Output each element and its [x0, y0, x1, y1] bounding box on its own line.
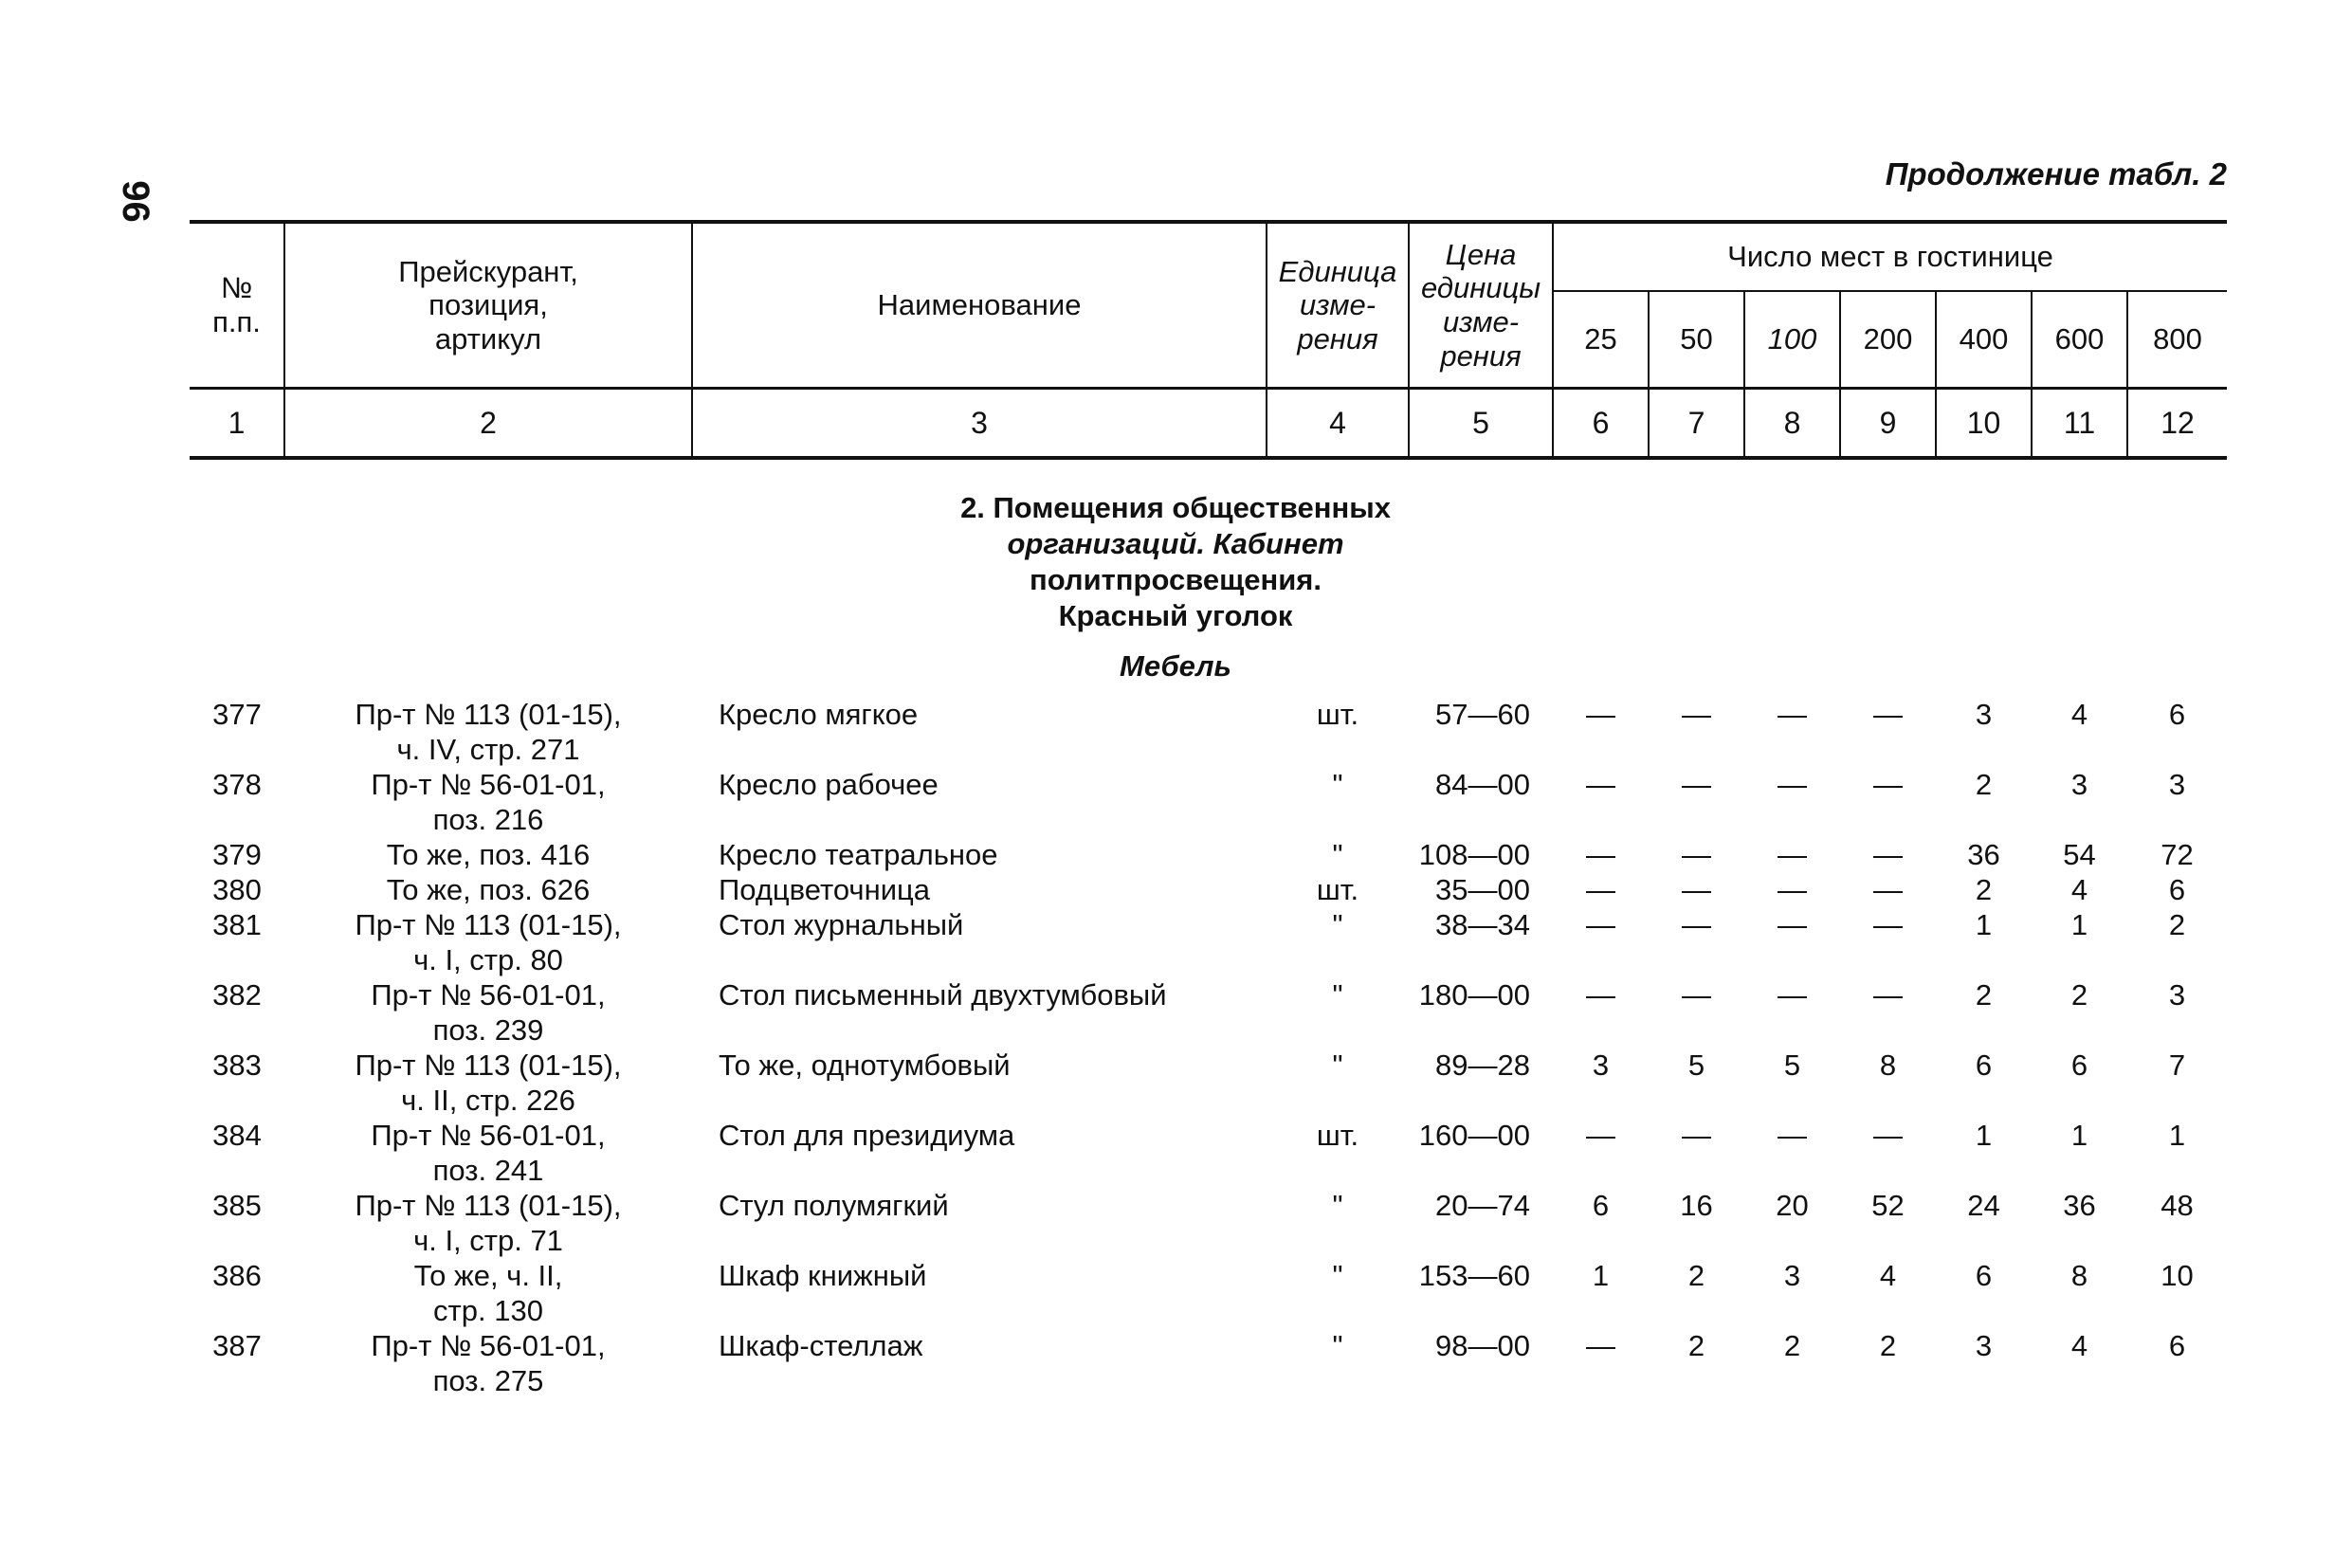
row-qty-50: —	[1682, 838, 1711, 871]
row-price: 98—00	[1435, 1329, 1530, 1362]
row-num: 383	[212, 1048, 262, 1082]
row-qty-800: 48	[2161, 1189, 2194, 1222]
row-qty-25: —	[1586, 1119, 1615, 1152]
row-qty-600: 6	[2070, 1048, 2088, 1082]
table-row	[190, 697, 2227, 767]
row-qty-200: —	[1873, 908, 1903, 941]
row-qty-200: —	[1873, 768, 1903, 801]
row-price: 84—00	[1435, 768, 1530, 801]
row-qty-50: —	[1682, 698, 1711, 731]
header-col-unit: Единица изме- рения	[1267, 222, 1409, 389]
row-qty-100: —	[1778, 838, 1807, 871]
row-price: 38—34	[1435, 908, 1530, 941]
row-qty-200: —	[1873, 873, 1903, 906]
row-qty-100: 3	[1783, 1259, 1801, 1292]
row-unit: шт.	[1316, 873, 1359, 906]
row-name: Шкаф книжный	[719, 1259, 927, 1292]
column-number: 4	[1267, 389, 1409, 459]
row-qty-100: 2	[1783, 1329, 1801, 1362]
row-name: Кресло рабочее	[719, 768, 939, 801]
row-qty-800: 1	[2168, 1119, 2186, 1152]
column-number: 10	[1936, 389, 2032, 459]
row-unit: "	[1332, 1048, 1343, 1082]
header-col-num: № п.п.	[190, 222, 284, 389]
table-row	[190, 767, 2227, 837]
row-qty-600: 2	[2070, 978, 2088, 1012]
row-name: Шкаф-стеллаж	[719, 1329, 923, 1362]
row-num: 386	[212, 1259, 262, 1292]
column-number: 1	[190, 389, 284, 459]
row-num: 380	[212, 873, 262, 906]
row-price: 153—60	[1418, 1259, 1530, 1292]
row-price-list-ref: Пр-т № 113 (01-15), ч. I, стр. 80	[355, 908, 622, 976]
row-qty-400: 3	[1975, 1329, 1993, 1362]
row-num: 378	[212, 768, 262, 801]
row-qty-100: —	[1778, 698, 1807, 731]
row-qty-400: 1	[1975, 908, 1993, 941]
table-row	[190, 1328, 2227, 1398]
row-num: 384	[212, 1119, 262, 1152]
row-qty-100: 5	[1783, 1048, 1801, 1082]
table-row	[190, 1048, 2227, 1118]
row-qty-50: 5	[1687, 1048, 1705, 1082]
section-title	[853, 490, 1498, 634]
row-num: 387	[212, 1329, 262, 1362]
row-num: 377	[212, 698, 262, 731]
row-qty-600: 36	[2063, 1189, 2096, 1222]
row-qty-200: 2	[1879, 1329, 1897, 1362]
row-qty-100: —	[1778, 873, 1807, 906]
row-qty-600: 1	[2070, 1119, 2088, 1152]
row-unit: "	[1332, 1329, 1343, 1362]
row-qty-25: —	[1586, 873, 1615, 906]
column-number: 2	[284, 389, 692, 459]
row-qty-50: —	[1682, 908, 1711, 941]
row-qty-400: 6	[1975, 1048, 1993, 1082]
row-unit: "	[1332, 908, 1343, 941]
row-qty-600: 4	[2070, 1329, 2088, 1362]
row-qty-800: 3	[2168, 768, 2186, 801]
header-seats-800: 800	[2127, 291, 2227, 389]
table-header-block	[190, 220, 2227, 683]
column-number: 5	[1409, 389, 1553, 459]
row-qty-600: 54	[2063, 838, 2096, 871]
row-price-list-ref: Пр-т № 113 (01-15), ч. II, стр. 226	[355, 1048, 622, 1117]
row-unit: шт.	[1316, 698, 1359, 731]
header-col-price-list: Прейскурант, позиция, артикул	[284, 222, 692, 389]
row-qty-100: —	[1778, 908, 1807, 941]
row-unit: "	[1332, 978, 1343, 1012]
row-price-list-ref: Пр-т № 113 (01-15), ч. I, стр. 71	[355, 1189, 622, 1257]
row-qty-200: —	[1873, 698, 1903, 731]
row-qty-100: —	[1778, 978, 1807, 1012]
row-qty-800: 7	[2168, 1048, 2186, 1082]
row-qty-400: 2	[1975, 978, 1993, 1012]
column-number: 9	[1840, 389, 1936, 459]
row-price: 89—28	[1435, 1048, 1530, 1082]
row-unit: "	[1332, 768, 1343, 801]
row-qty-100: 20	[1776, 1189, 1809, 1222]
row-qty-50: 2	[1687, 1259, 1705, 1292]
column-number: 3	[692, 389, 1267, 459]
column-number: 11	[2032, 389, 2127, 459]
row-qty-25: —	[1586, 978, 1615, 1012]
row-name: То же, однотумбовый	[719, 1048, 1011, 1082]
continuation-label: Продолжение табл. 2	[1885, 156, 2227, 191]
subsection-title: Мебель	[1120, 649, 1231, 683]
table-row	[190, 872, 2227, 907]
row-qty-25: —	[1586, 768, 1615, 801]
row-price-list-ref: Пр-т № 56-01-01, поз. 216	[371, 768, 606, 836]
row-name: Стол для президиума	[719, 1119, 1015, 1152]
row-num: 382	[212, 978, 262, 1012]
row-qty-400: 36	[1967, 838, 2000, 871]
row-qty-800: 3	[2168, 978, 2186, 1012]
section-title-line: политпросвещения.	[1029, 563, 1322, 596]
section-title-line: Красный уголок	[1058, 599, 1293, 632]
row-qty-50: 16	[1680, 1189, 1713, 1222]
row-price-list-ref: То же, ч. II, стр. 130	[413, 1259, 563, 1327]
row-qty-800: 72	[2161, 838, 2194, 871]
row-qty-800: 6	[2168, 698, 2186, 731]
page-number: 96	[114, 180, 156, 223]
row-qty-800: 10	[2161, 1259, 2194, 1292]
row-qty-200: 8	[1879, 1048, 1897, 1082]
row-price-list-ref: Пр-т № 113 (01-15), ч. IV, стр. 271	[355, 698, 622, 766]
table-row	[190, 1188, 2227, 1258]
row-price-list-ref: Пр-т № 56-01-01, поз. 241	[371, 1119, 606, 1187]
row-qty-50: 2	[1687, 1329, 1705, 1362]
row-qty-400: 24	[1967, 1189, 2000, 1222]
row-num: 381	[212, 908, 262, 941]
column-number: 12	[2127, 389, 2227, 459]
row-qty-200: —	[1873, 1119, 1903, 1152]
row-price: 20—74	[1435, 1189, 1530, 1222]
row-name: Стол журнальный	[719, 908, 964, 941]
row-price: 180—00	[1418, 978, 1530, 1012]
table-row	[190, 907, 2227, 977]
header-seats-600: 600	[2032, 291, 2127, 389]
table-row	[190, 977, 2227, 1048]
row-price: 57—60	[1435, 698, 1530, 731]
row-price-list-ref: То же, поз. 626	[386, 873, 591, 906]
header-seats-50: 50	[1649, 291, 1744, 389]
row-qty-800: 6	[2168, 873, 2186, 906]
table-body	[190, 697, 2227, 1398]
row-num: 385	[212, 1189, 262, 1222]
row-unit: шт.	[1316, 1119, 1359, 1152]
row-qty-200: —	[1873, 978, 1903, 1012]
table-row	[190, 1258, 2227, 1328]
row-name: Подцветочница	[719, 873, 931, 906]
row-qty-400: 6	[1975, 1259, 1993, 1292]
row-qty-600: 8	[2070, 1259, 2088, 1292]
header-col-name: Наименование	[692, 222, 1267, 389]
row-qty-800: 6	[2168, 1329, 2186, 1362]
header-seats-25: 25	[1553, 291, 1649, 389]
row-qty-400: 2	[1975, 873, 1993, 906]
row-qty-200: —	[1873, 838, 1903, 871]
section-title-line: 2. Помещения общественных	[960, 491, 1391, 524]
section-title-line: организаций. Кабинет	[1007, 527, 1344, 560]
row-unit: "	[1332, 1189, 1343, 1222]
row-qty-600: 4	[2070, 873, 2088, 906]
row-price: 160—00	[1418, 1119, 1530, 1152]
row-qty-200: 52	[1871, 1189, 1905, 1222]
row-price: 35—00	[1435, 873, 1530, 906]
header-seats-group: Число мест в гостинице	[1553, 222, 2227, 291]
row-qty-25: 1	[1592, 1259, 1610, 1292]
row-qty-25: 6	[1592, 1189, 1610, 1222]
table-row	[190, 837, 2227, 872]
row-qty-600: 3	[2070, 768, 2088, 801]
row-price-list-ref: То же, поз. 416	[386, 838, 591, 871]
row-qty-400: 1	[1975, 1119, 1993, 1152]
column-number: 7	[1649, 389, 1744, 459]
header-seats-200: 200	[1840, 291, 1936, 389]
row-qty-25: 3	[1592, 1048, 1610, 1082]
row-qty-50: —	[1682, 768, 1711, 801]
table-header	[190, 220, 2227, 460]
row-unit: "	[1332, 1259, 1343, 1292]
column-number: 8	[1744, 389, 1840, 459]
row-qty-100: —	[1778, 768, 1807, 801]
column-number: 6	[1553, 389, 1649, 459]
row-qty-800: 2	[2168, 908, 2186, 941]
row-num: 379	[212, 838, 262, 871]
row-qty-400: 3	[1975, 698, 1993, 731]
row-qty-25: —	[1586, 1329, 1615, 1362]
row-name: Стул полумягкий	[719, 1189, 949, 1222]
row-name: Кресло мягкое	[719, 698, 919, 731]
row-qty-400: 2	[1975, 768, 1993, 801]
row-qty-50: —	[1682, 873, 1711, 906]
row-qty-25: —	[1586, 698, 1615, 731]
row-price-list-ref: Пр-т № 56-01-01, поз. 275	[371, 1329, 606, 1397]
row-qty-600: 4	[2070, 698, 2088, 731]
row-qty-100: —	[1778, 1119, 1807, 1152]
row-price: 108—00	[1418, 838, 1530, 871]
row-qty-50: —	[1682, 1119, 1711, 1152]
table-row	[190, 1118, 2227, 1188]
row-unit: "	[1332, 838, 1343, 871]
row-qty-600: 1	[2070, 908, 2088, 941]
row-qty-25: —	[1586, 908, 1615, 941]
row-qty-50: —	[1682, 978, 1711, 1012]
header-seats-400: 400	[1936, 291, 2032, 389]
table-body-block	[190, 697, 2227, 1398]
row-name: Кресло театральное	[719, 838, 998, 871]
header-col-price: Цена единицы изме- рения	[1409, 222, 1553, 389]
row-qty-200: 4	[1879, 1259, 1897, 1292]
header-seats-100: 100	[1744, 291, 1840, 389]
row-qty-25: —	[1586, 838, 1615, 871]
row-name: Стол письменный двухтумбовый	[719, 978, 1167, 1012]
row-price-list-ref: Пр-т № 56-01-01, поз. 239	[371, 978, 606, 1047]
